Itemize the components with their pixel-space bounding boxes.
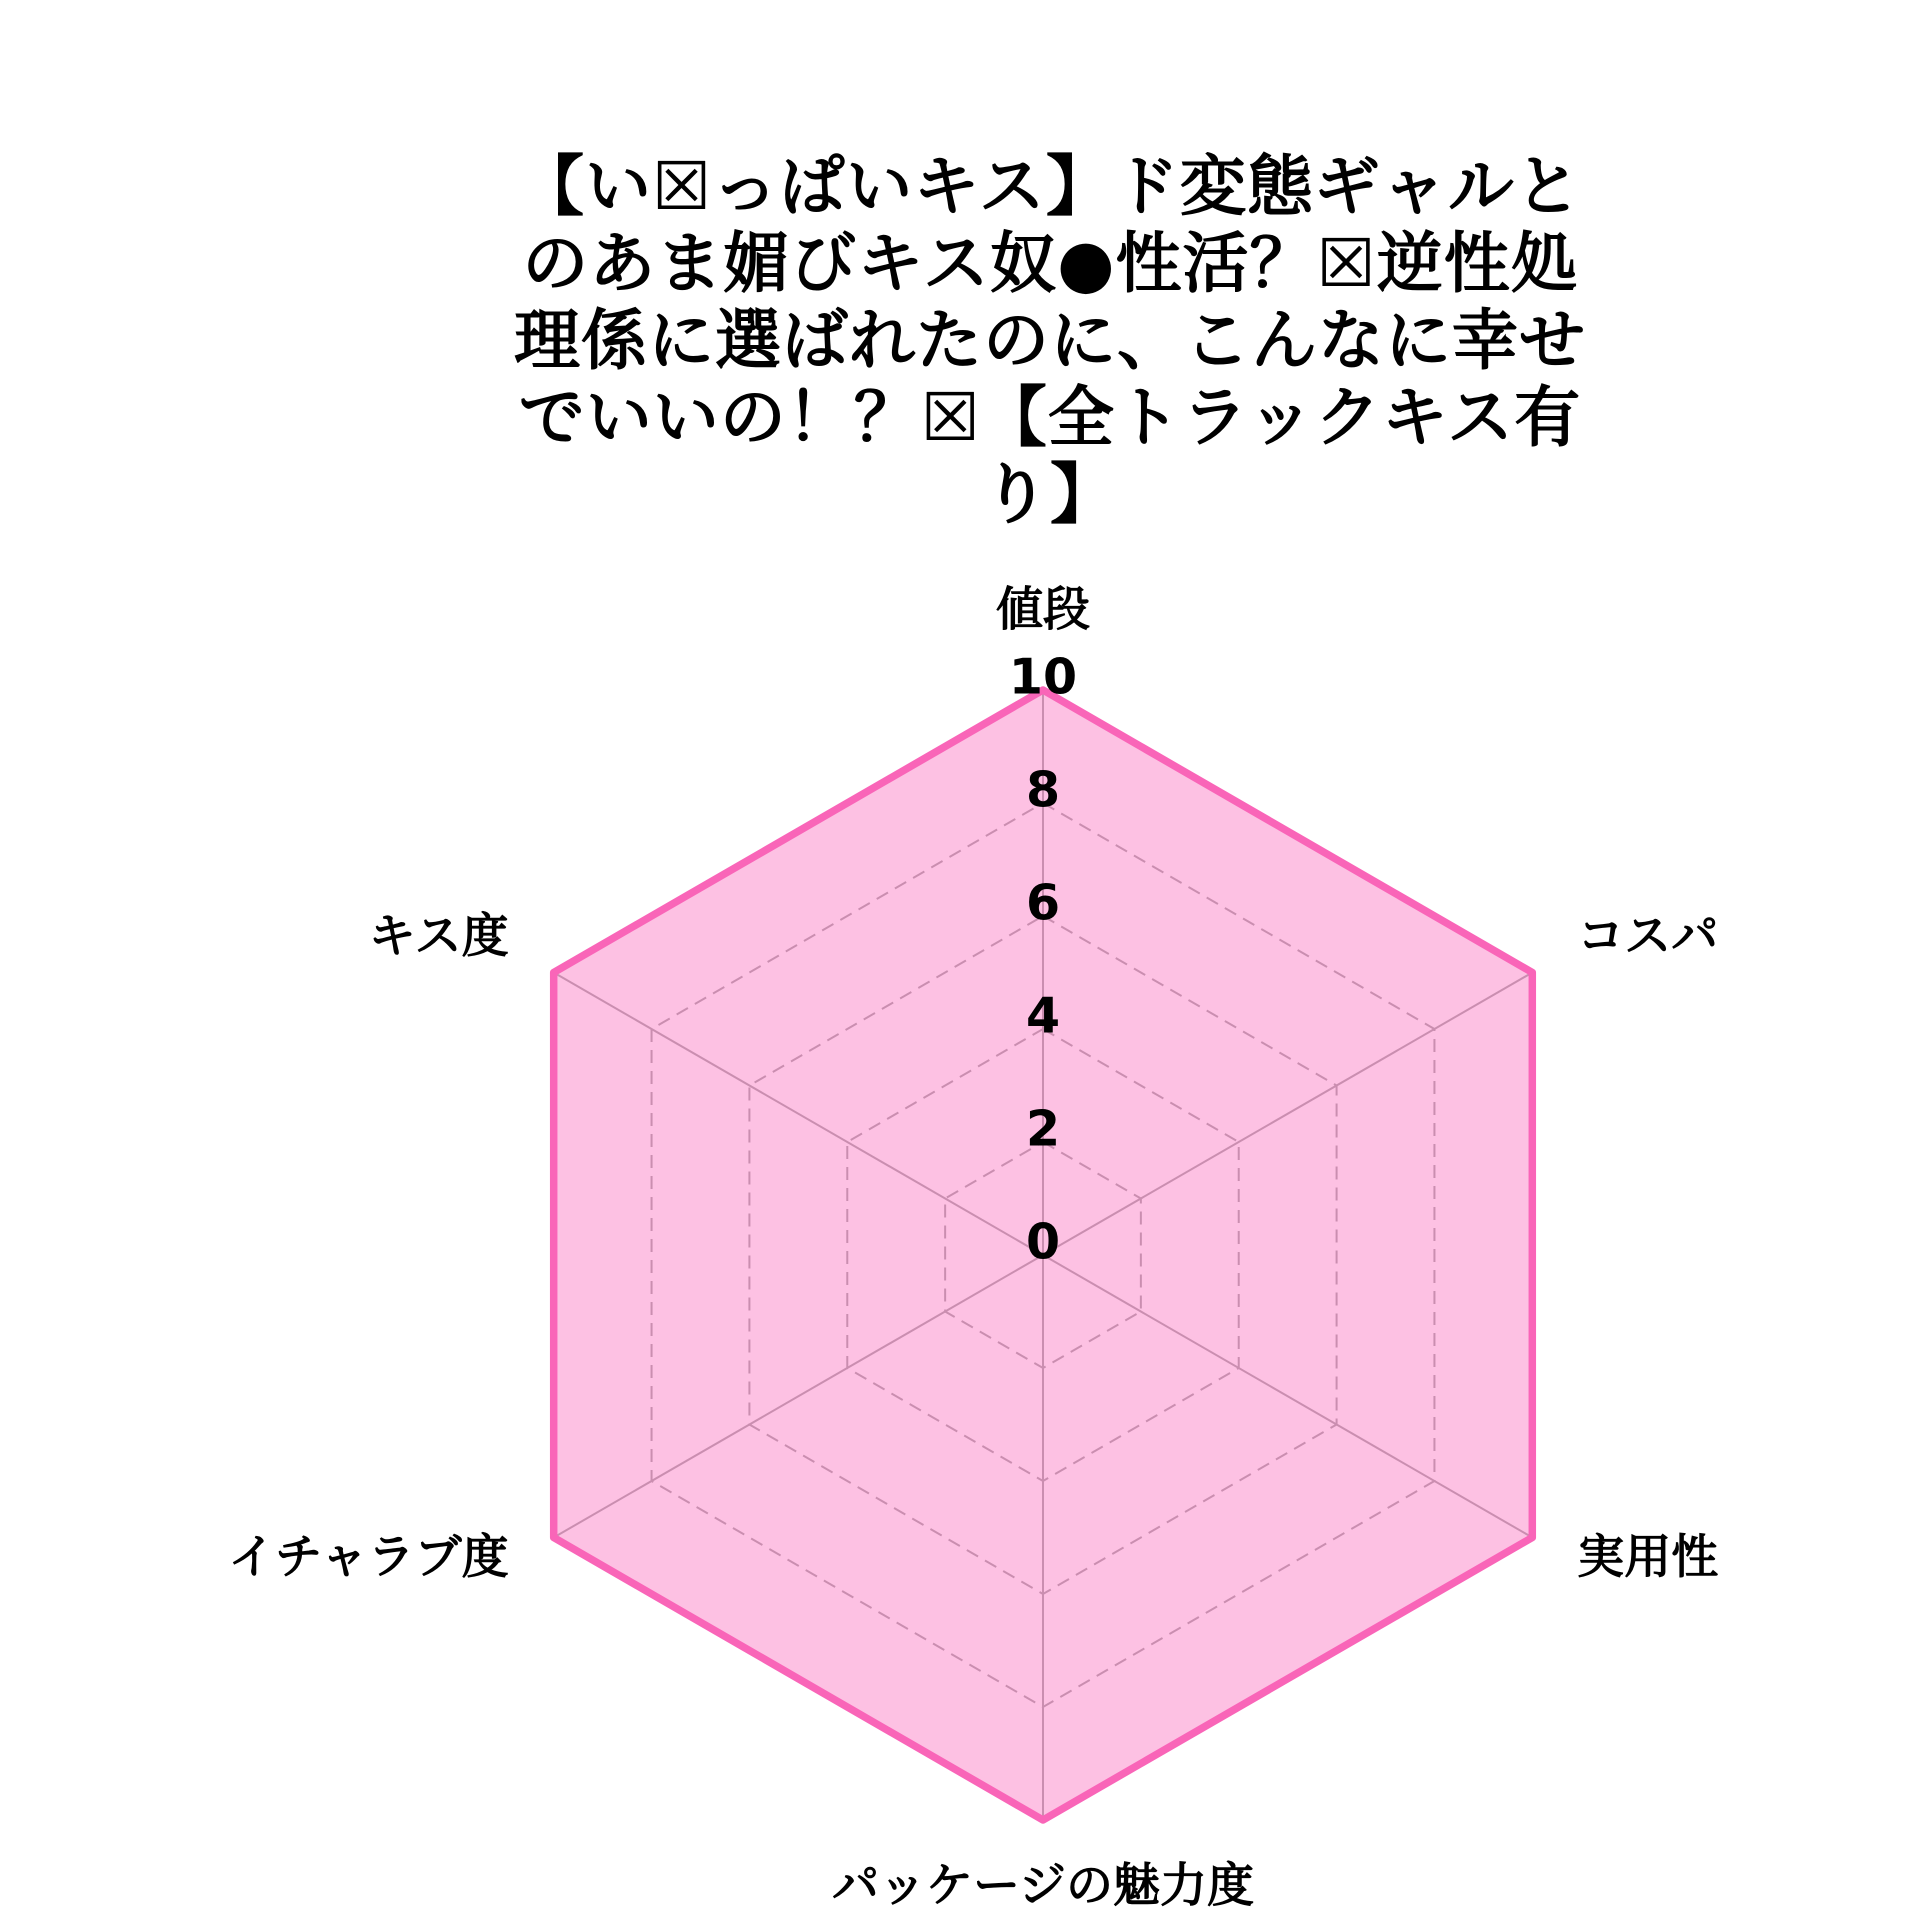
axis-label-2: 実用性 xyxy=(1577,1530,1719,1585)
chart-title-line: 理係に選ばれたのに、こんなに幸せ xyxy=(514,302,1586,379)
chart-title-line: 【い☒っぱいキス】ド変態ギャルと xyxy=(518,148,1582,225)
axis-label-4: イチャラブ度 xyxy=(228,1530,509,1585)
chart-title-line: り】 xyxy=(983,456,1117,533)
tick-label-4: 4 xyxy=(1025,987,1061,1045)
tick-label-6: 6 xyxy=(1025,874,1061,932)
axis-label-5: キス度 xyxy=(368,909,509,964)
tick-label-0: 0 xyxy=(1025,1213,1061,1271)
chart-title-line: でいいの！？☒【全トラックキス有 xyxy=(518,379,1582,456)
chart-title-line: のあま媚びキス奴●性活？☒逆性処 xyxy=(522,225,1578,302)
axis-label-3: パッケージの魅力度 xyxy=(831,1858,1255,1914)
tick-label-8: 8 xyxy=(1025,761,1061,819)
axis-label-0: 値段 xyxy=(996,582,1090,638)
tick-label-2: 2 xyxy=(1025,1100,1061,1158)
axis-label-1: コスパ xyxy=(1577,909,1719,964)
tick-label-10: 10 xyxy=(1008,648,1078,706)
